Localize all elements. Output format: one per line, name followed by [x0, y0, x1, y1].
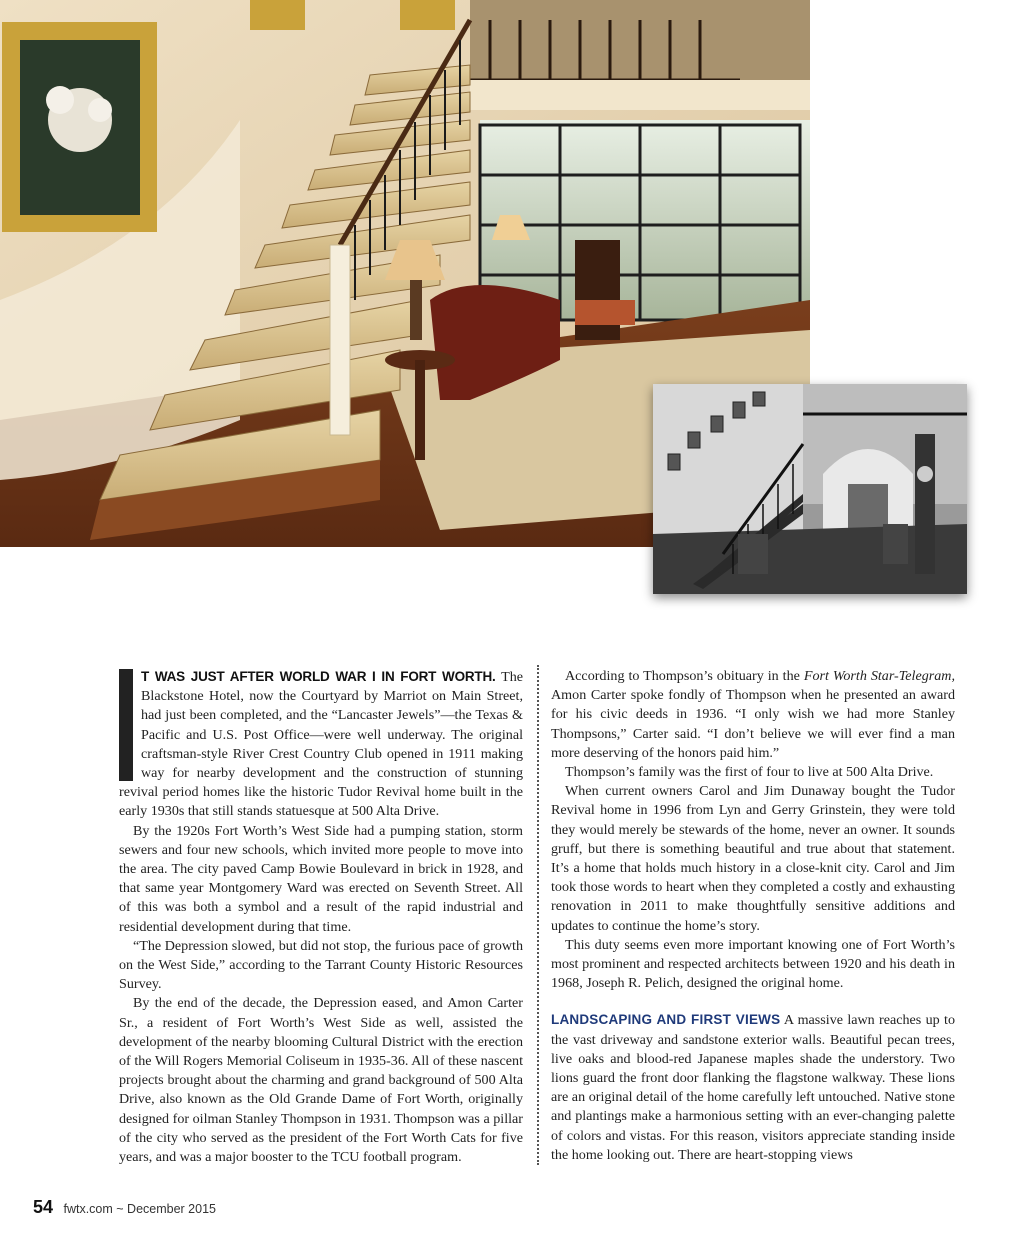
paragraph: This duty seems even more important knowing one of Fort Worth’s most prominent and respected architects between 1920 and his death in 1968, Joseph R. Pelich, designed the original home.: [551, 936, 955, 992]
paragraph: When current owners Carol and Jim Dunaway bought the Tudor Revival home in 1996 from Lyn and Gerry Grinstein, they were told they would merely be stewards of the home, never an owner. It sounds gruff, but there is something beautiful and true about that statement. It’s a home that holds much history in a close-knit city. Carol and Jim took those words to heart when they completed a costly and exhausting renovation in 2011 to make thoughtfully sensitive additions and updates to continue the home’s story.: [551, 783, 955, 934]
paragraph: [551, 1010, 955, 1165]
article-column-left: [119, 667, 523, 1167]
section-subhead: LANDSCAPING AND FIRST VIEWS: [551, 1012, 781, 1028]
paragraph: [551, 667, 955, 763]
paragraph: By the 1920s Fort Worth’s West Side had a pumping station, storm sewers and four new schools, which invited more people to move into the area. The city paved Camp Bowie Boulevard in brick in 1928, and that same year Montgomery Ward was erected on Seventh Street. All of this was both a symbol and a result of the rapid industrial and residential development during that time.: [119, 822, 523, 935]
paragraph: Thompson’s family was the first of four to live at 500 Alta Drive.: [565, 764, 934, 781]
page-number: 54: [33, 1197, 54, 1217]
historic-staircase-photo: [653, 384, 967, 594]
lead-in: T WAS JUST AFTER WORLD WAR I IN FORT WORTH.: [141, 669, 496, 684]
page-footer: [33, 1197, 216, 1218]
paragraph-text: The Blackstone Hotel, now the Courtyard by Marriot on Main Street, had just been completed, and the “Lancaster Jewels”—the Texas & Pacific and U.S. Post Office—were well underway. The original craftsman-style River Crest Country Club opened in 1911 making way for nearby development and the construction of stunning revival period homes like the historic Tudor Revival home built in the early 1930s that still stands statuesque at 500 Alta Drive.: [119, 669, 524, 820]
publication-name: Fort Worth Star-Telegram,: [803, 668, 955, 684]
paragraph: By the end of the decade, the Depression eased, and Amon Carter Sr., a resident of Fort Worth’s West Side as well, assisted the development of the nearby blooming Cultural District with the erection of the Will Rogers Memorial Coliseum in 1935-36. All of these nascent projects brought about the charming and grand background of 500 Alta Drive, also known as the Old Grande Dame of Fort Worth, originally designed for oilman Stanley Thompson in 1931. Thompson was a pillar of the city who served as the president of the Fort Worth Cats for five years, and was a major booster to the TCU football program.: [119, 995, 523, 1166]
article-column-right: [551, 667, 955, 1165]
paragraph: [119, 667, 523, 822]
paragraph-text: A massive lawn reaches up to the vast driveway and sandstone exterior walls. Beautiful pecan trees, live oaks and blood-red Japanese maples shade the understory. Two lions guard the front door flanking the flagstone walkway. These lions are an original detail of the home carefully left untouched. Native stone and plantings make a harmonious setting with an ever-changing palette of colors and vistas. For this reason, visitors appreciate standing inside the home looking out. There are heart-stopping views: [551, 1012, 955, 1163]
paragraph: “The Depression slowed, but did not stop, the furious pace of growth on the West Side,” according to the Tarrant County Historic Resources Survey.: [119, 937, 523, 993]
folio-line: fwtx.com ~ December 2015: [63, 1202, 216, 1216]
paragraph-text: According to Thompson’s obituary in the: [565, 668, 804, 684]
column-divider: [537, 665, 539, 1165]
paragraph-text: Amon Carter spoke fondly of Thompson when he presented an award for his civic deeds in 1936. “I only wish we had more Stanley Thompsons,” Carter said. “I don’t believe we will ever find a man more deserving of the honors paid him.”: [551, 687, 955, 761]
drop-cap: I: [119, 669, 133, 781]
